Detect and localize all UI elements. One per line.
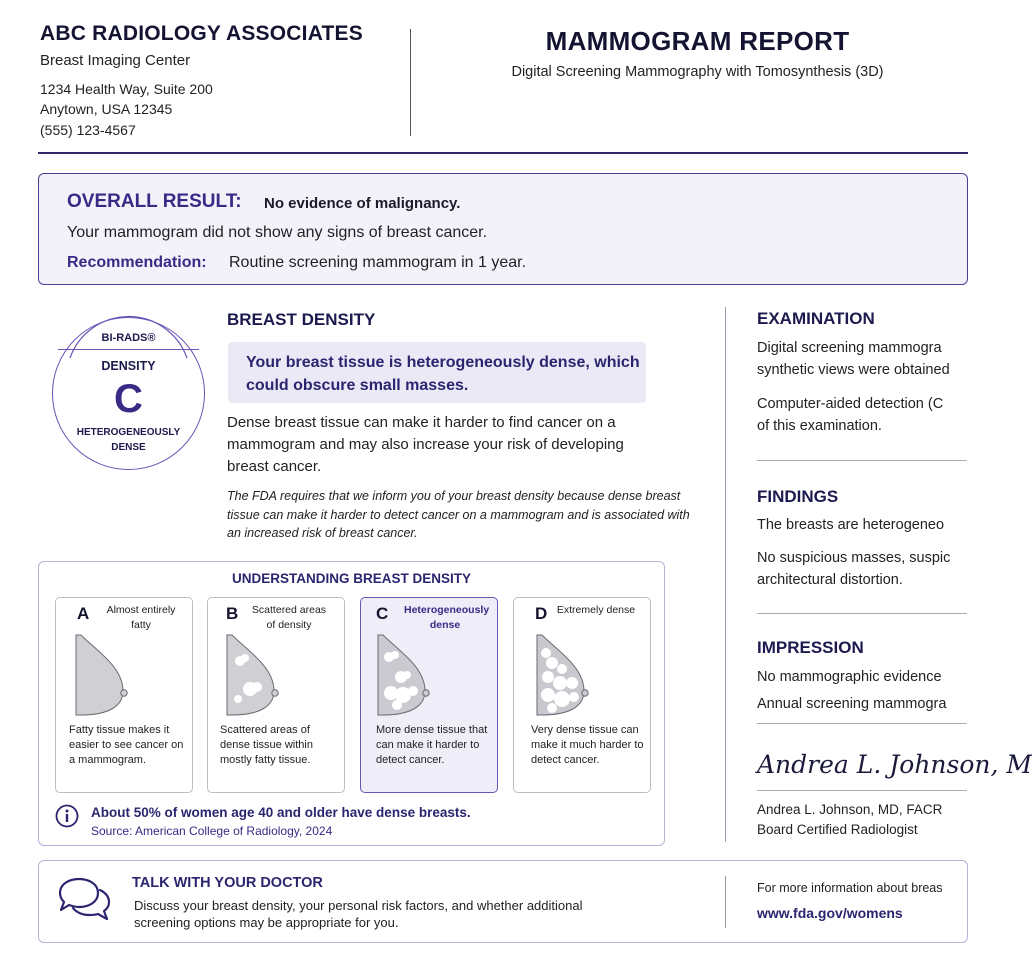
density-card-letter: A (77, 604, 90, 623)
density-label: DENSITY (101, 359, 156, 373)
impression-title: IMPRESSION (757, 638, 864, 657)
talk-with-doctor-title: TALK WITH YOUR DOCTOR (132, 875, 323, 891)
header-rule (38, 152, 968, 154)
section-separator (757, 460, 967, 461)
density-category (62, 425, 195, 455)
overall-result-description: Your mammogram did not show any signs of breast cancer. (67, 224, 488, 241)
report-title: MAMMOGRAM REPORT (545, 26, 850, 56)
examination-text-line4: of this examination. (757, 418, 882, 434)
birads-label: BI-RADS® (101, 332, 156, 344)
breast-density-title: BREAST DENSITY (227, 310, 376, 329)
radiologist-title: Board Certified Radiologist (757, 822, 918, 837)
recommendation-value: Routine screening mammogram in 1 year. (229, 254, 527, 271)
density-card-text: Scattered areas of dense tissue within mostly fatty tissue. (220, 724, 313, 766)
examination-text-line2: synthetic views were obtained (757, 362, 950, 378)
findings-text-line2: No suspicious masses, suspic (757, 550, 951, 566)
impression-text-line1: No mammographic evidence (757, 669, 942, 685)
understanding-density-title: UNDERSTANDING BREAST DENSITY (231, 571, 471, 586)
overall-result-value: No evidence of malignancy. (264, 195, 461, 212)
findings-text-line1: The breasts are heterogeneo (757, 517, 945, 533)
clinic-phone: (555) 123-4567 (40, 122, 136, 138)
density-card-name: Extremely dense (556, 604, 636, 616)
density-card-name: Heterogeneously dense (404, 604, 490, 631)
statistic-source: Source: American College of Radiology, 2024 (91, 824, 333, 838)
findings-text-line3: architectural distortion. (757, 572, 903, 588)
density-category-line1: HETEROGENEOUSLY (76, 427, 181, 438)
examination-title: EXAMINATION (757, 309, 875, 328)
findings-title: FINDINGS (757, 487, 839, 506)
recommendation-label: Recommendation: (67, 254, 207, 271)
density-card-name: Almost entirely fatty (106, 604, 176, 631)
density-card-text: More dense tissue that can make it harder to detect cancer. (376, 724, 488, 766)
fda-notice: The FDA requires that we inform you of your breast density because dense breast tissue can make it harder to detect cancer on a mammogram and is associated with an increased risk of breast cancer. (227, 489, 690, 540)
density-card-name: Scattered areas of density (251, 604, 327, 631)
density-letter: C (114, 377, 143, 421)
section-separator (757, 723, 967, 724)
birads-divider (58, 349, 199, 350)
radiologist-signature: Andrea L. Johnson, M (757, 750, 1032, 779)
info-icon (55, 804, 79, 828)
more-info-text: For more information about breas (757, 881, 943, 895)
breast-illustration-icon (226, 633, 286, 717)
clinic-address-line1: 1234 Health Way, Suite 200 (40, 81, 213, 97)
examination-text-line3: Computer-aided detection (C (757, 396, 944, 412)
breast-illustration-icon (75, 633, 135, 717)
signature-line (757, 790, 967, 791)
header-divider (410, 29, 411, 136)
examination-text-line1: Digital screening mammogra (757, 340, 942, 356)
density-card-letter: D (535, 604, 548, 623)
density-card-text: Fatty tissue makes it easier to see cancer on a mammogram. (69, 724, 184, 766)
fda-link[interactable]: www.fda.gov/womens (757, 905, 903, 921)
talk-with-doctor-text: Discuss your breast density, your personal risk factors, and whether additional screening options may be appropriate for you. (134, 898, 583, 930)
report-subtitle: Digital Screening Mammography with Tomosynthesis (3D) (511, 64, 884, 80)
density-card-letter: C (376, 604, 389, 623)
impression-text-line2: Annual screening mammogra (757, 696, 947, 712)
density-category-line2: DENSE (111, 442, 146, 453)
clinic-center: Breast Imaging Center (40, 52, 191, 69)
column-divider (725, 307, 726, 842)
footer-divider (725, 876, 726, 928)
clinic-name: ABC RADIOLOGY ASSOCIATES (40, 22, 363, 45)
clinic-address-line2: Anytown, USA 12345 (40, 101, 173, 117)
section-separator (757, 613, 967, 614)
chat-bubbles-icon (56, 875, 112, 923)
density-card-text: Very dense tissue can make it much harder to detect cancer. (531, 724, 644, 766)
density-card-letter: B (226, 604, 239, 623)
overall-result-label: OVERALL RESULT: (67, 191, 242, 212)
breast-illustration-icon (536, 633, 596, 717)
breast-illustration-icon (377, 633, 437, 717)
density-statistic: About 50% of women age 40 and older have dense breasts. (91, 805, 471, 820)
density-explanation: Dense breast tissue can make it harder to find cancer on a mammogram and may also increase your risk of developing breast cancer. (227, 414, 624, 475)
radiologist-name: Andrea L. Johnson, MD, FACR (757, 802, 943, 817)
density-highlight-text: Your breast tissue is heterogeneously dense, which could obscure small masses. (246, 354, 640, 394)
